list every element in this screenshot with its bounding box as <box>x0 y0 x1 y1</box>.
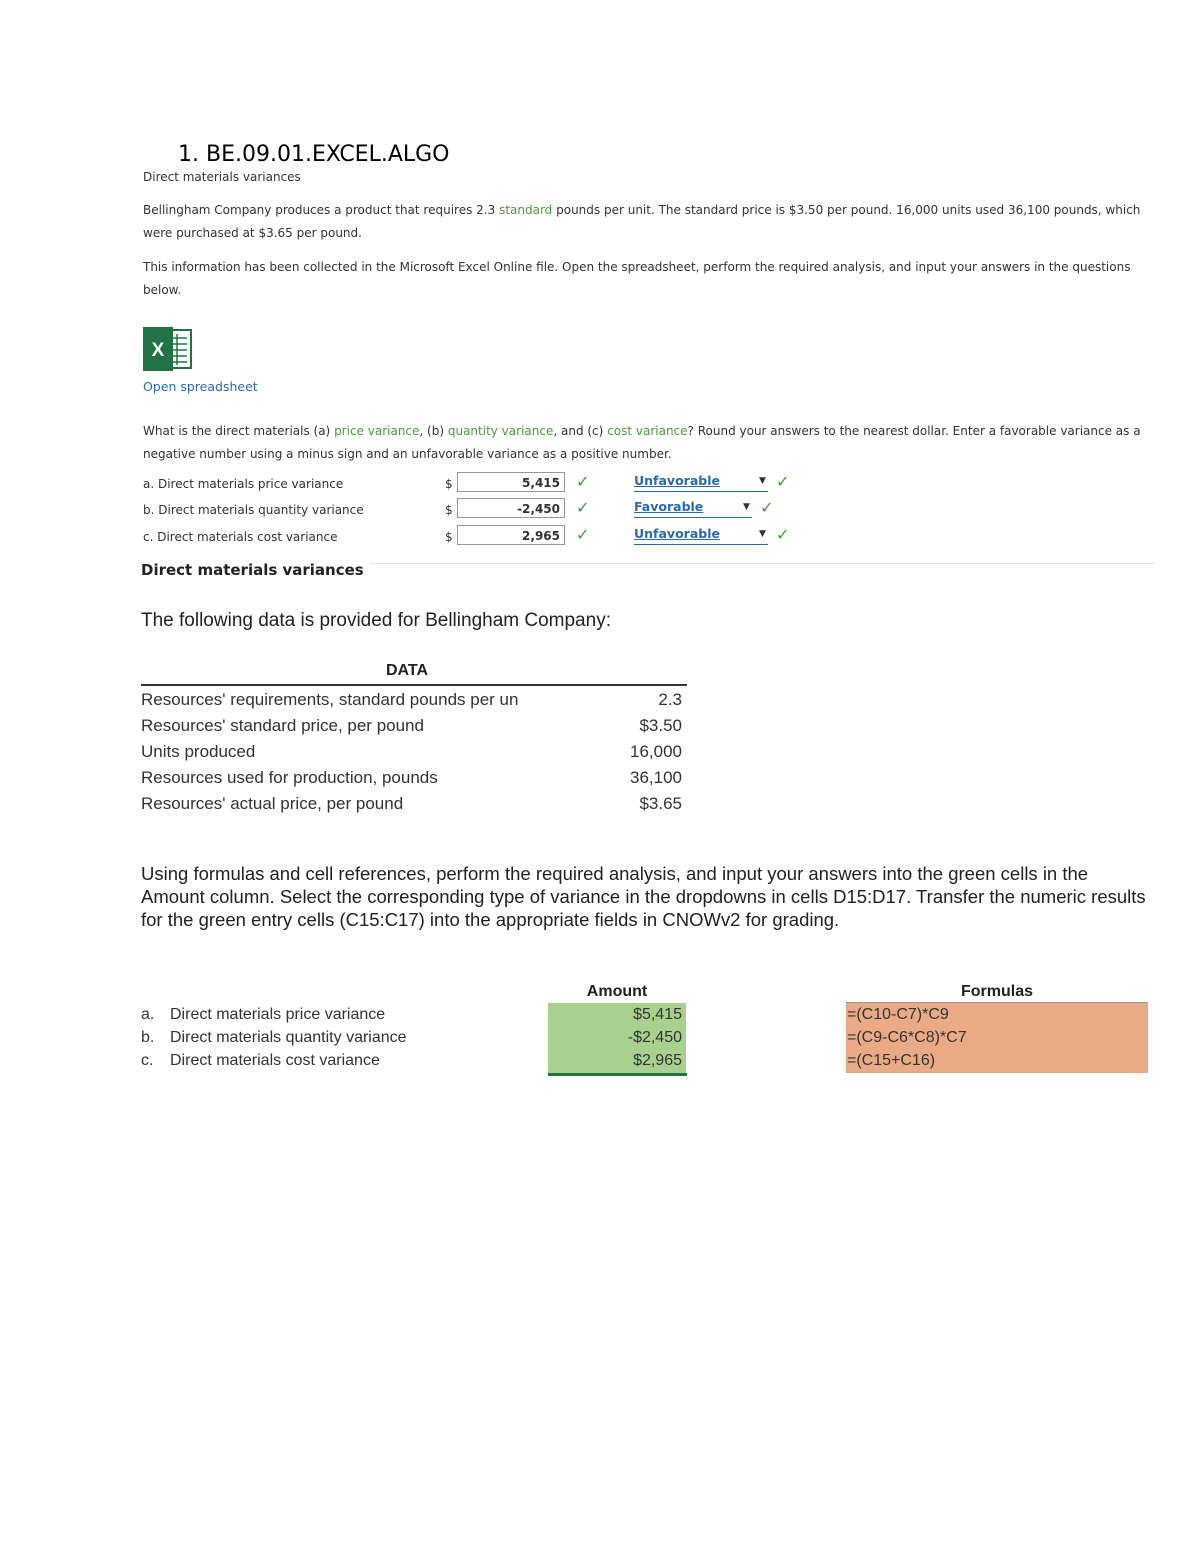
data-value: 36,100 <box>630 768 682 787</box>
svg-text:X: X <box>151 340 165 361</box>
data-label: Units produced <box>141 742 256 761</box>
data-label: Resources' requirements, standard pounds per un <box>141 690 519 709</box>
dollar-sign: $ <box>445 477 453 491</box>
data-row <box>141 766 687 792</box>
price-variance-type-select[interactable]: Unfavorable ▼ <box>634 473 768 492</box>
sheet-intro: The following data is provided for Bellingham Company: <box>141 610 611 631</box>
sheet-section-title: Direct materials variances <box>141 561 364 579</box>
formula-cell: =(C10-C7)*C9 <box>847 1006 949 1023</box>
section-divider <box>370 563 1155 564</box>
row-letter: a. <box>141 1006 155 1023</box>
data-row <box>141 740 687 766</box>
data-value: 2.3 <box>658 690 682 709</box>
data-row <box>141 688 687 714</box>
row-label: Direct materials price variance <box>170 1006 386 1023</box>
row-letter: c. <box>141 1052 154 1069</box>
answer-label: a. Direct materials price variance <box>143 477 344 491</box>
amount-cell-c16[interactable]: -$2,450 <box>627 1029 682 1046</box>
dropdown-arrow-icon: ▼ <box>743 502 750 512</box>
cost-variance-input[interactable]: 2,965 <box>457 525 565 545</box>
data-row <box>141 714 687 740</box>
check-icon: ✓ <box>576 498 590 517</box>
sheet-answer-row <box>141 1004 1151 1027</box>
check-icon: ✓ <box>776 525 790 544</box>
glossary-term-standard[interactable]: standard <box>499 203 553 217</box>
sheet-answer-row <box>141 1027 1151 1050</box>
dollar-sign: $ <box>445 503 453 517</box>
data-table-divider <box>141 684 687 686</box>
answer-row-quantity <box>143 498 843 524</box>
check-icon: ✓ <box>760 498 774 517</box>
check-icon: ✓ <box>576 525 590 544</box>
amount-cell-c15[interactable]: $5,415 <box>633 1006 682 1023</box>
excel-icon[interactable] <box>143 327 193 371</box>
dollar-sign: $ <box>445 530 453 544</box>
amount-cell-c17[interactable]: $2,965 <box>633 1052 682 1069</box>
sheet-instructions: Using formulas and cell references, perform the required analysis, and input your answers into the green cells in the Amount column. Select the corresponding type of variance in the dropdowns in cells D15:D17. Transfer the numeric results for the green entry cells (C15:C17) into the appropriate fields in CNOWv2 for grading. <box>141 863 1146 930</box>
answer-row-price <box>143 472 843 498</box>
question-subtitle: Direct materials variances <box>143 170 301 184</box>
data-value: $3.50 <box>639 716 682 735</box>
quantity-variance-type-select[interactable]: Favorable ▼ <box>634 499 752 518</box>
row-letter: b. <box>141 1029 155 1046</box>
check-icon: ✓ <box>576 472 590 491</box>
check-icon: ✓ <box>776 472 790 491</box>
answer-row-cost <box>143 525 843 551</box>
data-value: $3.65 <box>639 794 682 813</box>
data-label: Resources' standard price, per pound <box>141 716 424 735</box>
question-title: 1. BE.09.01.EXCEL.ALGO <box>178 142 450 167</box>
selected-cell-border <box>548 1073 687 1076</box>
problem-statement: Bellingham Company produces a product that requires 2.3 standard pounds per unit. The standard price is $3.50 per pound. 16,000 units used 36,100 pounds, which were purchased at $3.65 per pound. <box>143 203 1141 240</box>
glossary-term-quantity-variance[interactable]: quantity variance <box>447 424 554 438</box>
data-label: Resources' actual price, per pound <box>141 794 404 813</box>
dropdown-arrow-icon: ▼ <box>759 476 766 486</box>
answer-label: b. Direct materials quantity variance <box>143 503 364 517</box>
data-row <box>141 792 687 818</box>
row-label: Direct materials cost variance <box>170 1052 380 1069</box>
data-label: Resources used for production, pounds <box>141 768 438 787</box>
open-spreadsheet-link[interactable]: Open spreadsheet <box>143 379 258 394</box>
formula-cell: =(C9-C6*C8)*C7 <box>847 1029 967 1046</box>
formulas-column-header: Formulas <box>960 983 1033 1000</box>
quantity-variance-input[interactable]: -2,450 <box>457 498 565 518</box>
price-variance-input[interactable]: 5,415 <box>457 472 565 492</box>
formula-cell: =(C15+C16) <box>847 1052 936 1069</box>
glossary-term-price-variance[interactable]: price variance <box>334 424 420 438</box>
sheet-answer-row <box>141 1050 1151 1073</box>
data-value: 16,000 <box>630 742 682 761</box>
cost-variance-type-select[interactable]: Unfavorable ▼ <box>634 526 768 545</box>
glossary-term-cost-variance[interactable]: cost variance <box>607 424 688 438</box>
answer-label: c. Direct materials cost variance <box>143 530 338 544</box>
spreadsheet-instructions: This information has been collected in the Microsoft Excel Online file. Open the spreadsheet, perform the required analysis, and input your answers in the questions below. <box>143 260 1131 297</box>
row-label: Direct materials quantity variance <box>170 1029 407 1046</box>
data-table-header: DATA <box>386 662 429 679</box>
question-text: What is the direct materials (a) price variance, (b) quantity variance, and (c) cost variance? Round your answers to the nearest dollar. Enter a favorable variance as a negative number using a minus sign and an unfavorable variance as a positive number. <box>143 424 1141 461</box>
amount-column-header: Amount <box>586 983 648 1000</box>
dropdown-arrow-icon: ▼ <box>759 529 766 539</box>
